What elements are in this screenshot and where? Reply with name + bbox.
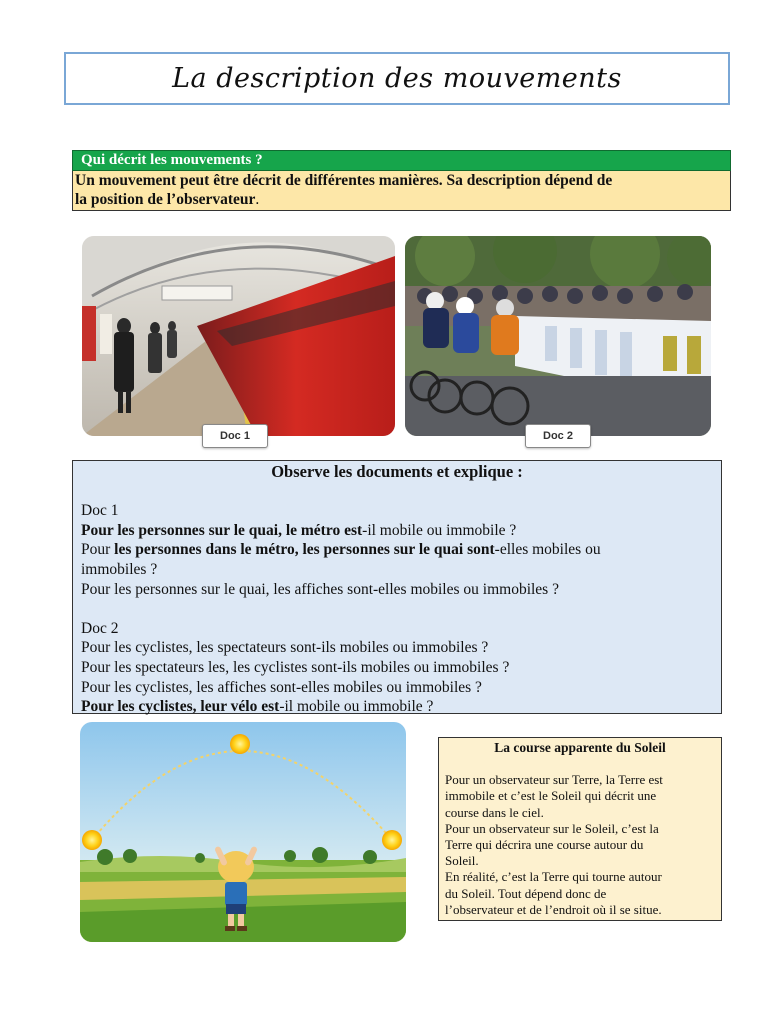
sun-course-box bbox=[438, 737, 722, 921]
question-2-start: Pour bbox=[81, 541, 115, 559]
doc1-label: Doc 1 bbox=[202, 424, 268, 448]
doc1-heading: Doc 1 bbox=[81, 502, 119, 520]
sun-line-9: l’observateur et de l’endroit où il se situe. bbox=[445, 901, 662, 917]
question-2-rest: -elles mobiles ou bbox=[494, 541, 601, 559]
intro-line-2-end: . bbox=[255, 191, 260, 208]
page-title: La description des mouvements bbox=[172, 63, 622, 94]
question-2-bold: les personnes dans le métro, les personnes sur le quai sont bbox=[114, 541, 495, 559]
questions-box bbox=[72, 460, 722, 714]
intro-line-2 bbox=[75, 190, 728, 209]
question-7-bold: Pour les cyclistes, leur vélo est bbox=[81, 698, 280, 716]
intro-box bbox=[72, 171, 731, 211]
question-7-rest: -il mobile ou immobile ? bbox=[279, 698, 434, 716]
sun-line-8: du Soleil. Tout dépend donc de bbox=[445, 885, 607, 901]
cyclists-photo bbox=[405, 236, 711, 436]
sun-course-title: La course apparente du Soleil bbox=[494, 740, 666, 755]
sun-line-7: En réalité, c’est la Terre qui tourne autour bbox=[445, 869, 662, 885]
question-1-bold: Pour les personnes sur le quai, le métro est bbox=[81, 521, 363, 539]
sun-path-illustration bbox=[80, 722, 406, 942]
intro-line-2-bold: la position de l’observateur bbox=[75, 191, 256, 208]
sun-line-1: Pour un observateur sur Terre, la Terre est bbox=[445, 772, 663, 788]
metro-photo bbox=[82, 236, 395, 436]
question-3: Pour les personnes sur le quai, les affiches sont-elles mobiles ou immobiles ? bbox=[81, 580, 559, 598]
question-4: Pour les cyclistes, les spectateurs sont-ils mobiles ou immobiles ? bbox=[81, 639, 489, 657]
sun-line-5: Terre qui décrira une course autour du bbox=[445, 837, 644, 853]
doc2-label: Doc 2 bbox=[525, 424, 591, 448]
title-box bbox=[64, 52, 730, 105]
questions-title: Observe les documents et explique : bbox=[271, 462, 523, 481]
sun-line-4: Pour un observateur sur le Soleil, c’est la bbox=[445, 820, 659, 836]
sun-line-3: course dans le ciel. bbox=[445, 804, 544, 820]
question-5: Pour les spectateurs les, les cyclistes sont-ils mobiles ou immobiles ? bbox=[81, 658, 510, 676]
section-header: Qui décrit les mouvements ? bbox=[72, 150, 731, 171]
question-2-line-2: immobiles ? bbox=[81, 560, 158, 578]
question-7 bbox=[81, 697, 713, 717]
doc2-heading: Doc 2 bbox=[81, 619, 119, 637]
question-2 bbox=[81, 540, 713, 560]
question-1-rest: -il mobile ou immobile ? bbox=[362, 521, 517, 539]
question-6: Pour les cyclistes, les affiches sont-elles mobiles ou immobiles ? bbox=[81, 678, 482, 696]
sun-line-6: Soleil. bbox=[445, 853, 479, 869]
question-1 bbox=[81, 521, 713, 541]
sun-line-2: immobile et c’est le Soleil qui décrit une bbox=[445, 788, 657, 804]
intro-line-1: Un mouvement peut être décrit de différentes manières. Sa description dépend de bbox=[75, 172, 613, 189]
